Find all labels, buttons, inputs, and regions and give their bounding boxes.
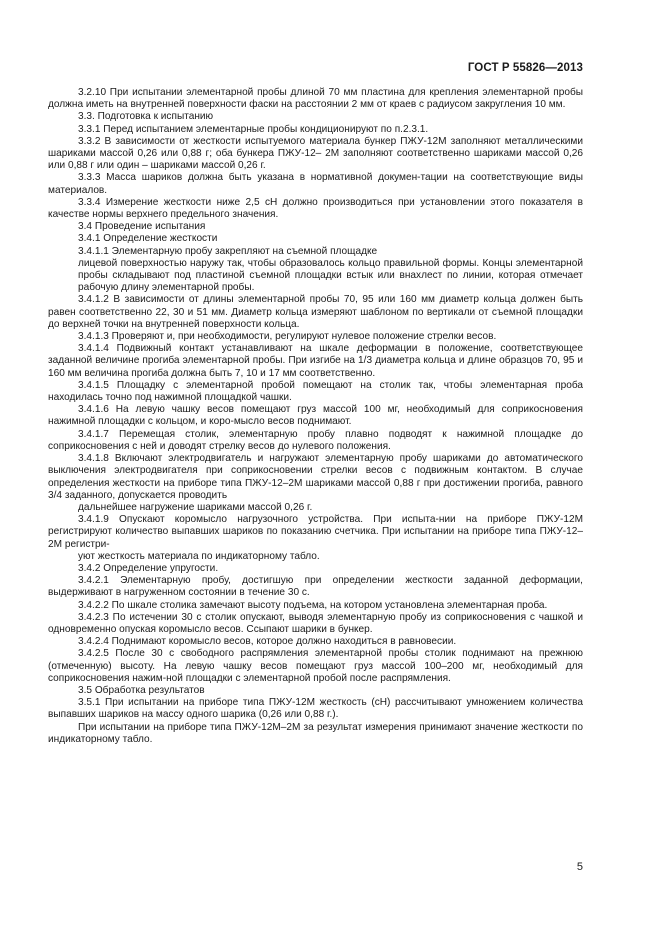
paragraph: При испытании на приборе типа ПЖУ-12М–2М за результат измерения принимают значение жесткости по индикаторному табло. [48,721,583,745]
paragraph: 3.4.1.1 Элементарную пробу закрепляют на съемной площадке [78,245,378,257]
paragraph: 3.4.2.1 Элементарную пробу, достигшую при определении жесткости заданной деформации, выдерживают в нагруженном состоянии в течение 30 с. [48,575,583,599]
paragraph: 3.3.3 Масса шариков должна быть указана в нормативной докумен-тации на соответствующие виды материалов. [48,172,583,196]
paragraph: 3.2.10 При испытании элементарной пробы длиной 70 мм пластина для крепления элементарной пробы должна иметь на внутренней поверхности фаски на расстоянии 2 мм от краев с радиусом закругления 10 мм. [48,87,583,111]
document-body [48,87,583,746]
paragraph: 3.4.2.3 По истечении 30 с столик опускают, выводя элементарную пробу из соприкосновения с чашкой и одновременно опуская коромысло весов. Ссыпают шарики в бункер. [48,611,583,635]
paragraph: 3.4.2.5 После 30 с свободного распрямления элементарной пробы столик поднимают на прежнюю (отмеченную) высоту. На левую чашку весов помещают груз массой 100–200 мг, необходимый для соприкосновения нажим-ной площадки с элементарной пробой после распрямления. [48,648,583,684]
paragraph: 3.4.1.2 В зависимости от длины элементарной пробы 70, 95 или 160 мм диаметр кольца должен быть равен соответственно 22, 30 и 51 мм. Диаметр кольца измеряют шаблоном по вертикали от съемной площадки до верхней точки на внутренней поверхности кольца. [48,294,583,330]
paragraph: 3.3.4 Измерение жесткости ниже 2,5 сН должно производиться при установлении этого показателя в качестве нормы верхнего предельного значения. [48,196,583,221]
paragraph: 3.4.2.4 Поднимают коромысло весов, которое должно находиться в равновесии. [78,636,457,648]
page-number: 5 [576,861,583,873]
paragraph: 3.4.1.3 Проверяют и, при необходимости, регулируют нулевое положение стрелки весов. [78,331,497,343]
paragraph: 3.5 Обработка результатов [78,684,205,696]
paragraph: 3.4.2.2 По шкале столика замечают высоту подъема, на котором установлена элементарная проба. [78,599,548,611]
paragraph: 3.4.1 Определение жесткости [78,233,218,245]
paragraph: 3.4.1.9 Опускают коромысло нагрузочного устройства. При испыта-нии на приборе ПЖУ-12М регистрируют количество выпавших шариков по показанию счетчика. При испытании на приборе типа ПЖУ-12–2М регистри- [48,514,583,550]
paragraph: 3.3.2 В зависимости от жесткости испытуемого материала бункер ПЖУ-12М заполняют металлическими шариками массой 0,26 или 0,88 г; оба бункера ПЖУ-12– 2М заполняют соответственно шариками массой 0,26 или 0,88 г или один – шариками массой 0,26 г. [48,135,583,172]
paragraph: 3.4 Проведение испытания [78,221,206,233]
paragraph: дальнейшее нагружение шариками массой 0,26 г. [78,501,313,513]
paragraph: 3.3.1 Перед испытанием элементарные пробы кондиционируют по п.2.3.1. [78,123,429,135]
paragraph: лицевой поверхностью наружу так, чтобы образовалось кольцо правильной формы. Концы элементарной пробы складывают под пластиной съемной площадки встык или внахлест по линии, которая отмечает рабочую длину элементарной пробы. [78,257,583,294]
paragraph: уют жесткость материала по индикаторному табло. [78,550,320,562]
paragraph: 3.4.1.6 На левую чашку весов помещают груз массой 100 мг, необходимый для соприкосновения нажимной площадки с кольцом, и коро-мысло весов поднимают. [48,404,583,428]
paragraph: 3.4.1.4 Подвижный контакт устанавливают на шкале деформации в положение, соответствующее заданной величине прогиба элементарной пробы. При изгибе на 1/3 диаметра кольца и длине образцов 70, 95 и 160 мм величина прогиба должна быть 7, 10 и 17 мм соответственно. [48,343,583,379]
paragraph: 3.4.1.8 Включают электродвигатель и нагружают элементарную пробу шариками до автоматического выключения электродвигателя при соприкосновении стрелки весов с подвижным контактом. В случае определения жесткости на приборе типа ПЖУ-12–2М шариками массой 0,88 г при достижении прогиба, равного 3/4 заданного, допускается проводить [48,453,583,501]
paragraph: 3.5.1 При испытании на приборе типа ПЖУ-12М жесткость (сН) рассчитывают умножением количества выпавших шариков на массу одного шарика (0,26 или 0,88 г.). [48,697,583,721]
paragraph: 3.4.2 Определение упругости. [78,562,219,574]
paragraph: 3.4.1.5 Площадку с элементарной пробой помещают на столик так, чтобы элементарная проба находилась точно под нажимной площадкой чашки. [48,379,583,404]
document-header: ГОСТ Р 55826—2013 [467,62,583,74]
paragraph: 3.3. Подготовка к испытанию [78,111,214,123]
paragraph: 3.4.1.7 Перемещая столик, элементарную пробу плавно подводят к нажимной площадке до соприкосновения с ней и доводят стрелку весов до нулевого положения. [48,428,583,452]
